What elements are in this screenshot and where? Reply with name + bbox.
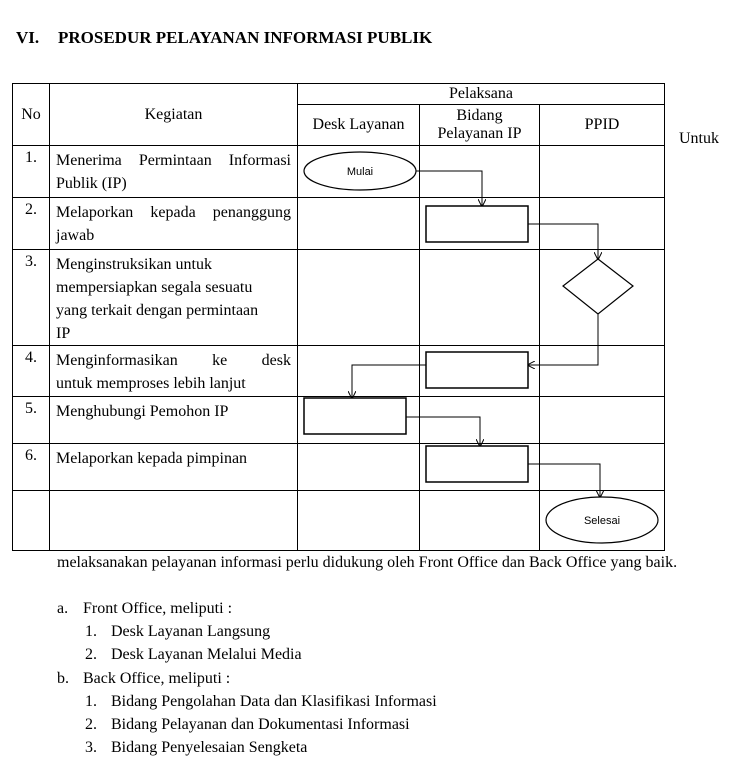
list-subitem: 3. Bidang Penyelesaian Sengketa [85,739,308,756]
row-number: 4. [13,346,50,397]
list-subitem: 1. Desk Layanan Langsung [85,623,271,640]
side-word: Untuk [679,130,719,147]
process-box [304,398,406,434]
process-box [426,446,528,482]
flow-arrow [528,314,598,365]
flow-arrow [406,417,480,446]
list-item-a: a. Front Office, meliputi : [57,600,233,617]
row-number: 6. [13,444,50,491]
row-number: 3. [13,250,50,346]
list-subitem: 2. Desk Layanan Melalui Media [85,646,302,663]
list-subitem: 1. Bidang Pengolahan Data dan Klasifikasi Informasi [85,693,437,710]
decision-diamond [563,259,633,314]
list-item-b: b. Back Office, meliputi : [57,670,231,687]
row-activity: Menginformasikan ke desk untuk memproses lebih lanjut [50,346,298,397]
row-activity: Melaporkan kepada penanggung jawab [50,198,298,250]
header-no: No [13,84,50,146]
row-number: 2. [13,198,50,250]
header-kegiatan: Kegiatan [50,84,298,146]
header-desk-layanan: Desk Layanan [298,105,420,146]
list-subitem: 2. Bidang Pelayanan dan Dokumentasi Informasi [85,716,410,733]
flow-arrow [352,365,426,398]
row-activity: Menghubungi Pemohon IP [50,397,298,444]
end-label: Selesai [583,515,621,527]
row-activity: Melaporkan kepada pimpinan [50,444,298,491]
header-pelaksana: Pelaksana [298,84,665,105]
start-label: Mulai [346,166,374,178]
process-box [426,206,528,242]
section-title: PROSEDUR PELAYANAN INFORMASI PUBLIK [58,28,433,47]
row-activity: Menerima Permintaan Informasi Publik (IP) [50,146,298,198]
flow-arrow [528,224,598,259]
row-number: 5. [13,397,50,444]
section-number: VI. [16,28,40,47]
process-box [426,352,528,388]
body-paragraph: melaksanakan pelayanan informasi perlu didukung oleh Front Office dan Back Office yang baik. [57,554,678,571]
flow-arrow [528,464,600,497]
header-ppid: PPID [540,105,665,146]
flow-arrow [416,171,482,206]
header-bidang: Bidang Pelayanan IP [420,105,540,146]
row-number: 1. [13,146,50,198]
row-activity: Menginstruksikan untuk mempersiapkan segala sesuatu yang terkait dengan permintaan IP [50,250,298,346]
